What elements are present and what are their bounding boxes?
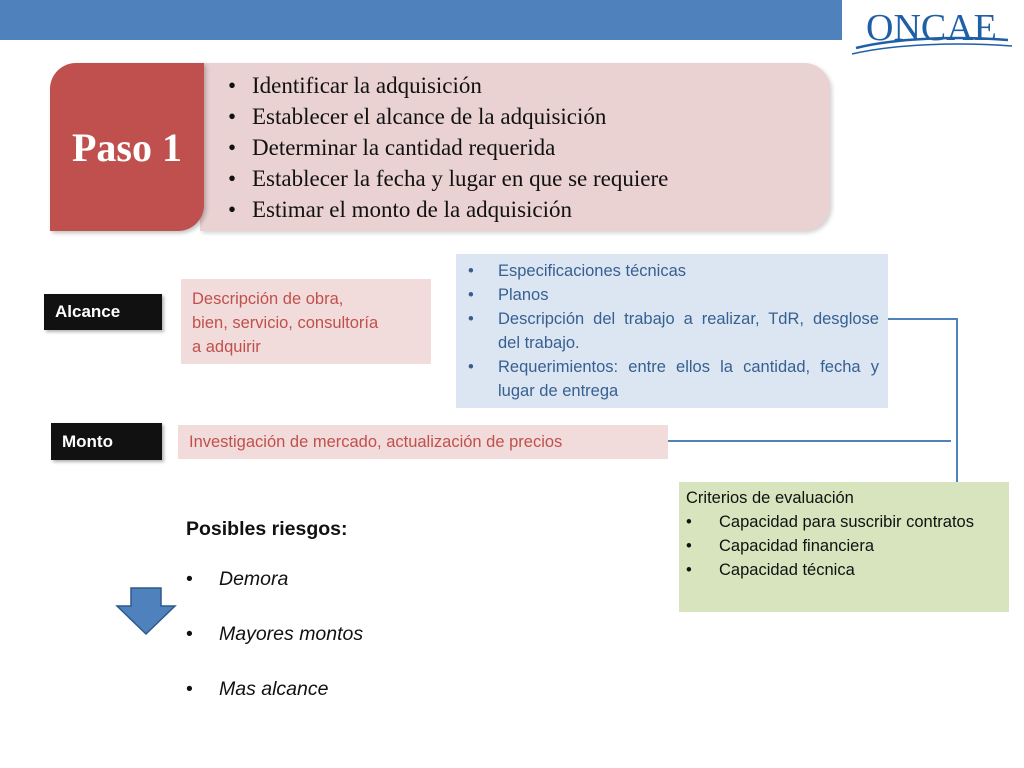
- paso-step-list: [228, 70, 668, 225]
- bullet: •: [186, 678, 193, 700]
- specification-item: [468, 307, 879, 355]
- top-bar: [0, 0, 842, 40]
- bullet: •: [186, 623, 193, 645]
- paso-step: [228, 132, 668, 163]
- specifications-box: [456, 254, 888, 408]
- bullet: •: [686, 561, 692, 579]
- paso-step: [228, 70, 668, 101]
- specification-item: [468, 259, 879, 283]
- paso-step-text: Determinar la cantidad requerida: [252, 135, 556, 160]
- bullet: •: [228, 166, 237, 191]
- paso-step-text: Estimar el monto de la adquisición: [252, 197, 573, 222]
- risks-list: [186, 568, 363, 733]
- alcance-label: Alcance: [44, 294, 162, 330]
- paso-step: [228, 101, 668, 132]
- connector-specs-right: [888, 318, 958, 320]
- oncae-logo-text: ONCAE: [866, 7, 997, 49]
- alcance-description-line: bien, servicio, consultoría: [192, 314, 379, 332]
- bullet: •: [468, 286, 474, 304]
- alcance-description-line: Descripción de obra,: [192, 290, 344, 308]
- paso-step: [228, 194, 668, 225]
- specification-text: Requerimientos: entre ellos la cantidad, fecha y lugar de entrega: [498, 358, 879, 400]
- specification-text: Planos: [498, 286, 549, 304]
- oncae-logo: [846, 4, 1016, 60]
- bullet: •: [228, 135, 237, 160]
- alcance-description-line: a adquirir: [192, 338, 261, 356]
- risk-item: [186, 623, 363, 678]
- specification-item: [468, 355, 879, 403]
- paso-badge: [50, 63, 204, 231]
- criteria-text: Capacidad técnica: [719, 561, 855, 579]
- specification-item: [468, 283, 879, 307]
- monto-label: Monto: [51, 423, 162, 460]
- risk-item: [186, 568, 363, 623]
- bullet: •: [186, 568, 193, 590]
- risk-text: Demora: [219, 568, 289, 590]
- bullet: •: [228, 197, 237, 222]
- criteria-text: Capacidad financiera: [719, 537, 875, 555]
- bullet: •: [228, 104, 237, 129]
- criteria-item: [686, 534, 1000, 558]
- alcance-description: [181, 279, 431, 364]
- connector-monto: [668, 440, 951, 442]
- criteria-text: Capacidad para suscribir contratos: [719, 513, 974, 531]
- risks-title: Posibles riesgos:: [186, 518, 348, 540]
- paso-step: [228, 163, 668, 194]
- bullet: •: [468, 358, 474, 376]
- bullet: •: [686, 537, 692, 555]
- risk-item: [186, 678, 363, 733]
- specification-text: Descripción del trabajo a realizar, TdR, desglose del trabajo.: [498, 310, 879, 352]
- bullet: •: [686, 513, 692, 531]
- risk-text: Mas alcance: [219, 678, 329, 700]
- paso-step-text: Identificar la adquisición: [252, 73, 482, 98]
- paso-step-text: Establecer la fecha y lugar en que se requiere: [252, 166, 669, 191]
- down-arrow-icon: [115, 586, 177, 636]
- paso-step-text: Establecer el alcance de la adquisición: [252, 104, 607, 129]
- evaluation-criteria-box: [679, 482, 1009, 612]
- connector-vertical: [956, 318, 958, 482]
- specification-text: Especificaciones técnicas: [498, 262, 687, 280]
- bullet: •: [468, 262, 474, 280]
- bullet: •: [228, 73, 237, 98]
- paso-title: Paso 1: [72, 124, 182, 170]
- monto-description: Investigación de mercado, actualización de precios: [178, 425, 668, 459]
- bullet: •: [468, 310, 474, 328]
- risk-text: Mayores montos: [219, 623, 364, 645]
- criteria-item: [686, 510, 1000, 534]
- evaluation-criteria-header: Criterios de evaluación: [686, 489, 854, 507]
- criteria-item: [686, 558, 1000, 582]
